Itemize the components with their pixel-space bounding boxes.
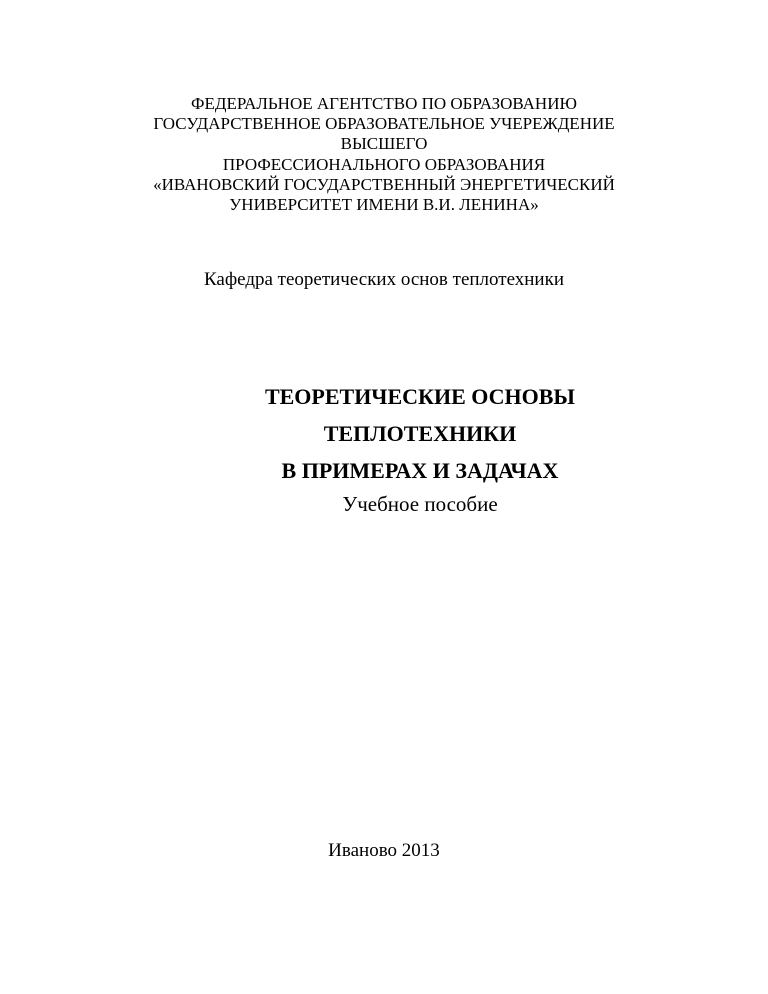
title-line: В ПРИМЕРАХ И ЗАДАЧАХ xyxy=(281,458,559,483)
organization-line: «ИВАНОВСКИЙ ГОСУДАРСТВЕННЫЙ ЭНЕРГЕТИЧЕСКИЙ xyxy=(153,174,615,194)
city-year: Иваново 2013 xyxy=(328,840,440,861)
title-line: ТЕПЛОТЕХНИКИ xyxy=(323,421,517,446)
department-name: Кафедра теоретических основ теплотехники xyxy=(203,269,565,290)
organization-line: ВЫСШЕГО xyxy=(340,134,428,154)
title-line: ТЕОРЕТИЧЕСКИЕ ОСНОВЫ xyxy=(264,384,576,409)
organization-line: ПРОФЕССИОНАЛЬНОГО ОБРАЗОВАНИЯ xyxy=(222,154,546,174)
book-subtitle: Учебное пособие xyxy=(342,492,498,516)
organization-line: ГОСУДАРСТВЕННОЕ ОБРАЗОВАТЕЛЬНОЕ УЧЕРЕЖДЕНИЕ xyxy=(153,114,615,134)
organization-line: УНИВЕРСИТЕТ ИМЕНИ В.И. ЛЕНИНА» xyxy=(229,195,539,215)
book-title xyxy=(0,378,768,489)
organization-header xyxy=(0,94,768,215)
organization-line: ФЕДЕРАЛЬНОЕ АГЕНТСТВО ПО ОБРАЗОВАНИЮ xyxy=(191,94,577,113)
